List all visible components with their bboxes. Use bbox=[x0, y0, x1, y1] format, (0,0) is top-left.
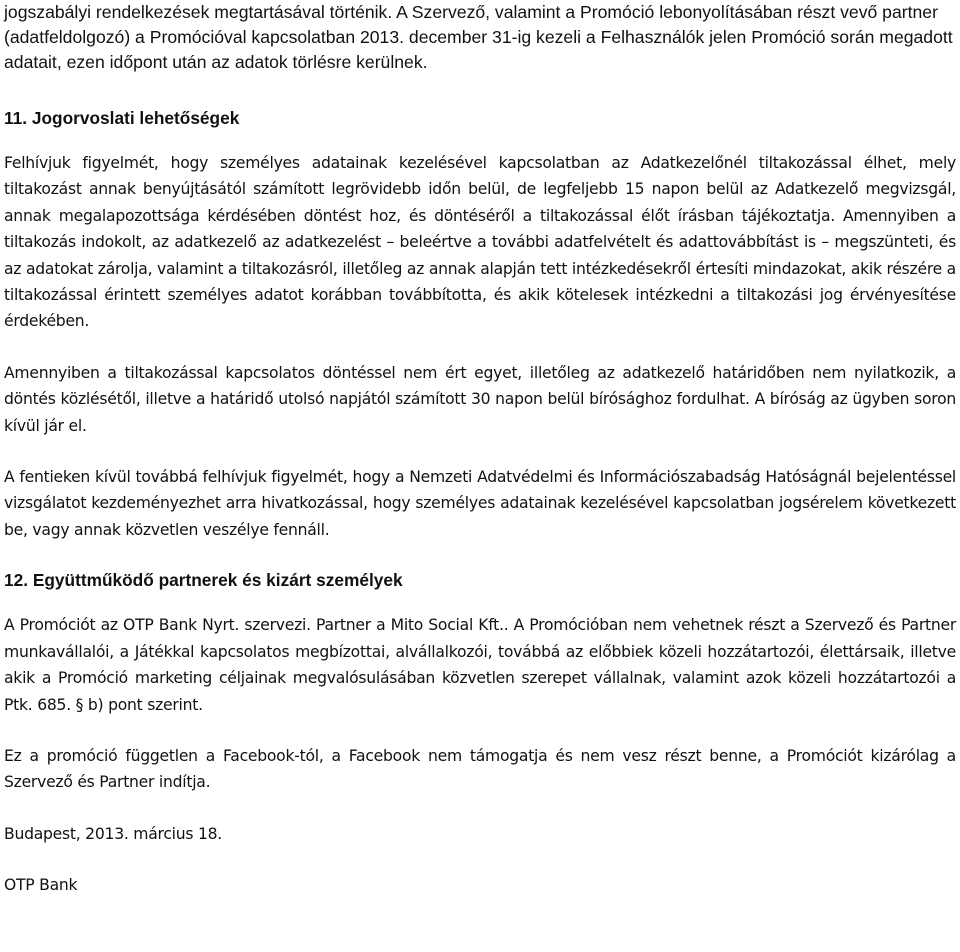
section-12-paragraph-2: Ez a promóció független a Facebook-tól, a Facebook nem támogatja és nem vesz részt benne, a Promóciót kizárólag a Szervező és Partner indítja. bbox=[4, 746, 956, 792]
section-12-heading: 12. Együttműködő partnerek és kizárt személyek bbox=[4, 570, 403, 591]
signature: OTP Bank bbox=[4, 876, 78, 895]
date-line: Budapest, 2013. március 18. bbox=[4, 824, 223, 843]
section-11-paragraph-2: Amennyiben a tiltakozással kapcsolatos döntéssel nem ért egyet, illetőleg az adatkezelő határidőben nem nyilatkozik, a döntés közlésétől, illetve a határidő utolsó napjától számított 30 napon belül bírósághoz fordulhat. A bíróság az ügyben soron kívül jár el. bbox=[4, 363, 956, 435]
intro-paragraph: jogszabályi rendelkezések megtartásával történik. A Szervező, valamint a Promóció lebonyolításában részt vevő partner (adatfeldolgozó) a Promócióval kapcsolatban 2013. december 31-ig kezeli a Felhasználók jelen Promóció során megadott adatait, ezen időpont után az adatok törlésre kerülnek. bbox=[4, 2, 953, 72]
section-11-heading: 11. Jogorvoslati lehetőségek bbox=[4, 108, 240, 128]
section-11-paragraph-1: Felhívjuk figyelmét, hogy személyes adatainak kezelésével kapcsolatban az Adatkezelőnél tiltakozással élhet, mely tiltakozást annak benyújtásától számított legrövidebb időn belül, de legfeljebb 15 napon belül az Adatkezelő megvizsgál, annak megalapozottsága kérdésében döntést hoz, és döntéséről a tiltakozással élőt írásban tájékoztatja. Amennyiben a tiltakozás indokolt, az adatkezelő az adatkezelést – beleértve a további adatfelvételt és adattovábbítást is – megszünteti, és az adatokat zárolja, valamint a tiltakozásról, illetőleg az annak alapján tett intézkedésekről értesíti mindazokat, akik részére a tiltakozással érintett személyes adatot korábban továbbította, és akik kötelesek intézkedni a tiltakozási jog érvényesítése érdekében. bbox=[4, 154, 956, 331]
document-page bbox=[4, 0, 956, 899]
section-12-paragraph-1: A Promóciót az OTP Bank Nyrt. szervezi. Partner a Mito Social Kft.. A Promócióban nem vehetnek részt a Szervező és Partner munkavállalói, a Játékkal kapcsolatos megbízottai, alvállalkozói, továbbá az előbbiek közeli hozzátartozói, élettársaik, illetve akik a Promóció marketing céljainak megvalósulásában közvetlen szerepet vállalnak, valamint azok közeli hozzátartozói a Ptk. 685. § b) pont szerint. bbox=[4, 616, 956, 714]
section-11-paragraph-3: A fentieken kívül továbbá felhívjuk figyelmét, hogy a Nemzeti Adatvédelmi és Információszabadság Hatóságnál bejelentéssel vizsgálatot kezdeményezhet arra hivatkozással, hogy személyes adatainak kezelésével kapcsolatban jogsérelem következett be, vagy annak közvetlen veszélye fennáll. bbox=[4, 468, 956, 539]
